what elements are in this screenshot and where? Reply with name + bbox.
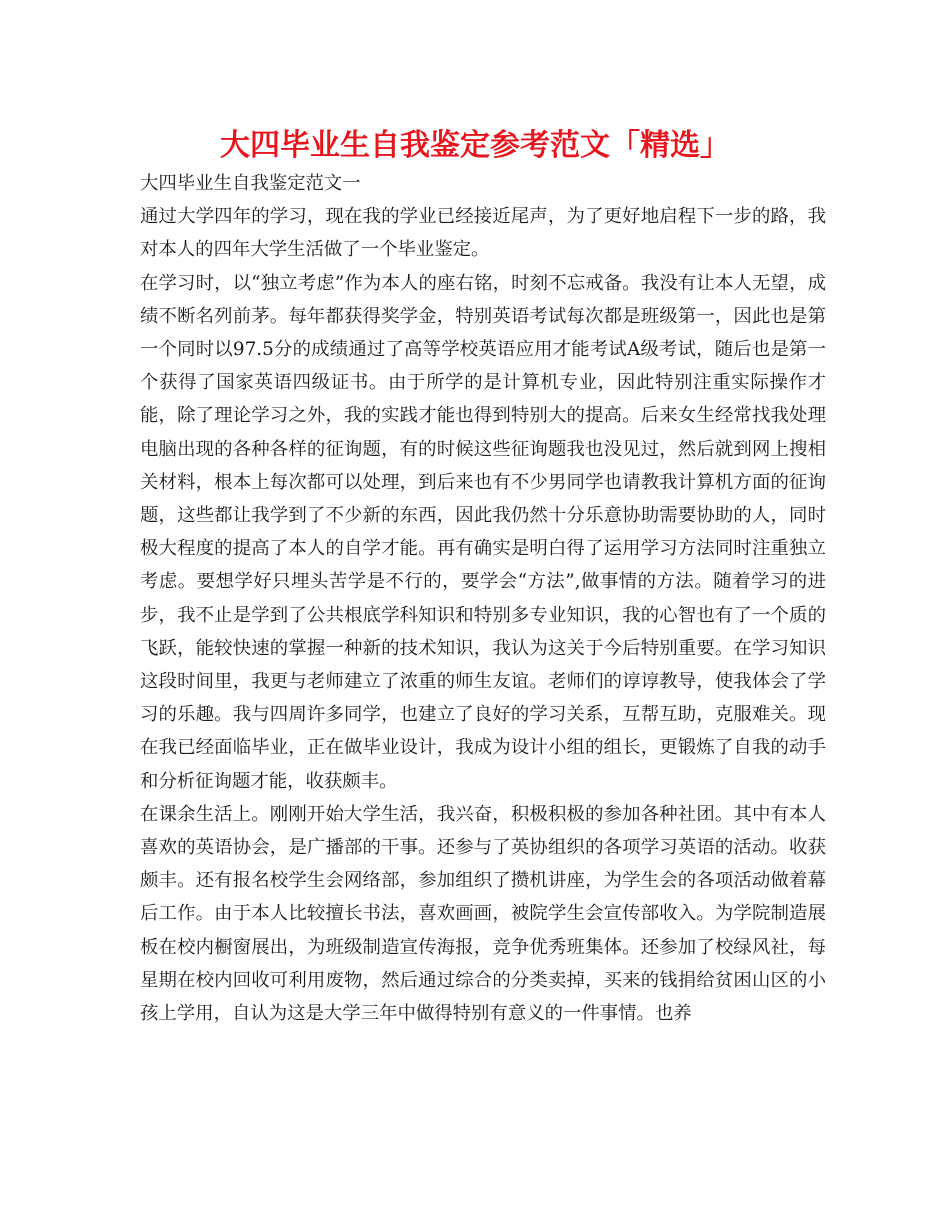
document-body [140,167,826,1030]
paragraph-extracurricular: 在课余生活上。刚刚开始大学生活，我兴奋，积极积极的参加各种社团。其中有本人喜欢的英语协会，是广播部的干事。还参与了英协组织的各项学习英语的活动。收获颇丰。还有报名校学生会网络部，参加组织了攒机讲座，为学生会的各项活动做着幕后工作。由于本人比较擅长书法，喜欢画画，被院学生会宣传部收入。为学院制造展板在校内橱窗展出，为班级制造宣传海报，竞争优秀班集体。还参加了校绿风社，每星期在校内回收可利用废物，然后通过综合的分类卖掉，买来的钱捐给贫困山区的小孩上学用，自认为这是大学三年中做得特别有意义的一件事情。也养 [140,803,826,1025]
paragraph-intro: 通过大学四年的学习，现在我的学业已经接近尾声，为了更好地启程下一步的路，我对本人的四年大学生活做了一个毕业鉴定。 [140,206,826,261]
paragraph-study: 在学习时，以“独立考虑”作为本人的座右铭，时刻不忘戒备。我没有让本人无望，成绩不断名列前茅。每年都获得奖学金，特别英语考试每次都是班级第一，因此也是第一个同时以97.5分的成绩通过了高等学校英语应用才能考试A级考试，随后也是第一个获得了国家英语四级证书。由于所学的是计算机专业，因此特别注重实际操作才能，除了理论学习之外，我的实践才能也得到特别大的提高。后来女生经常找我处理电脑出现的各种各样的征询题，有的时候这些征询题我也没见过，然后就到网上搜相关材料，根本上每次都可以处理，到后来也有不少男同学也请教我计算机方面的征询题，这些都让我学到了不少新的东西，因此我仍然十分乐意协助需要协助的人，同时极大程度的提高了本人的自学才能。再有确实是明白得了运用学习方法同时注重独立考虑。要想学好只埋头苦学是不行的，要学会“方法”,做事情的方法。随着学习的进步，我不止是学到了公共根底学科知识和特别多专业知识，我的心智也有了一个质的飞跃，能较快速的掌握一种新的技术知识，我认为这关于今后特别重要。在学习知识这段时间里，我更与老师建立了浓重的师生友谊。老师们的谆谆教导，使我体会了学习的乐趣。我与四周许多同学，也建立了良好的学习关系，互帮互助，克服难关。现在我已经面临毕业，正在做毕业设计，我成为设计小组的组长，更锻炼了自我的动手和分析征询题才能，收获颇丰。 [140,272,826,792]
section-heading: 大四毕业生自我鉴定范文一 [140,173,361,194]
document-title: 大四毕业生自我鉴定参考范文「精选」 [220,128,730,163]
